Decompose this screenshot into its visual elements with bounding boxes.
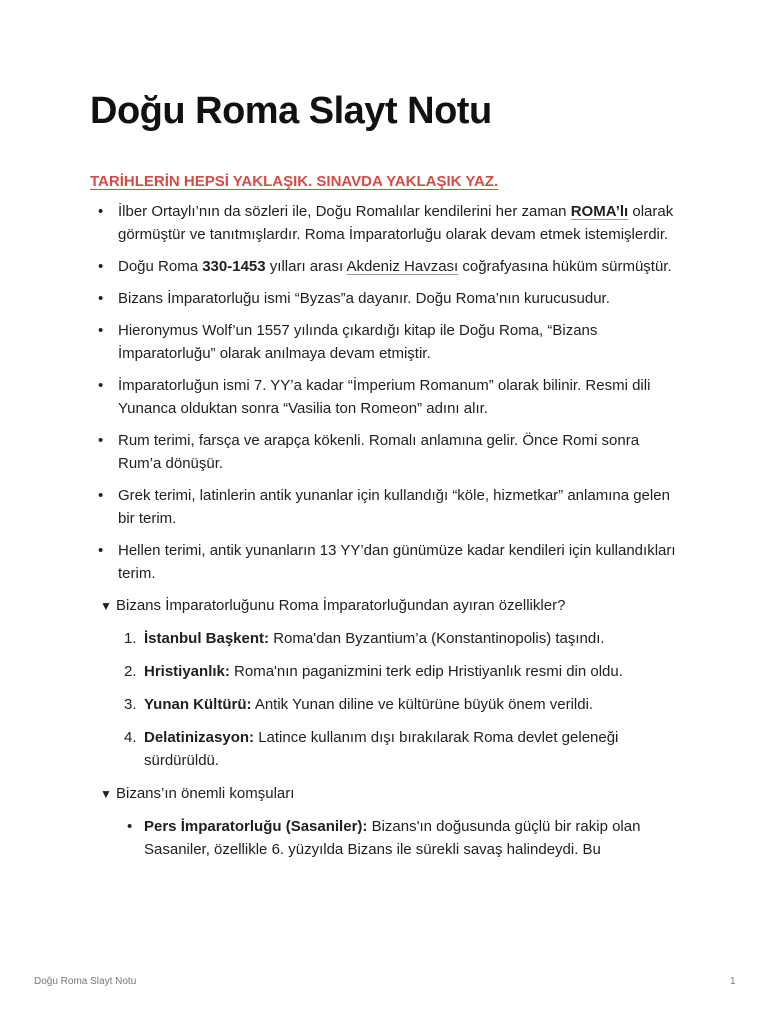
- list-item: • Pers İmparatorluğu (Sasaniler): Bizans'ın doğusunda güçlü bir rakip olan Sasaniler, özellikle 6. yüzyılda Bizans ile sürekli savaş halindeydi. Bu: [90, 815, 680, 861]
- list-item: 4. Delatinizasyon: Latince kullanım dışı bırakılarak Roma devlet geleneği sürdürüldü.: [124, 729, 619, 769]
- list-item: 1. İstanbul Başkent: Roma'dan Byzantium’a (Konstantinopolis) taşındı.: [124, 630, 605, 647]
- list-item: • Bizans İmparatorluğu ismi “Byzas”a dayanır. Doğu Roma’nın kurucusudur.: [90, 287, 680, 310]
- list-item: 3. Yunan Kültürü: Antik Yunan diline ve kültürüne büyük önem verildi.: [124, 696, 594, 713]
- link-akdeniz-havzasi[interactable]: Akdeniz Havzası: [346, 258, 459, 275]
- bullet-list: [90, 200, 680, 585]
- list-item: • Grek terimi, latinlerin antik yunanlar için kullandığı “köle, hizmetkar” anlamına gelen bir terim.: [90, 484, 680, 530]
- list-item: • İmparatorluğun ismi 7. YY’a kadar “İmperium Romanum” olarak bilinir. Resmi dili Yunanca olduktan sonra “Vasilia ton Romeon” adını alır.: [90, 374, 680, 420]
- list-item: 2. Hristiyanlık: Roma'nın paganizmini terk edip Hristiyanlık resmi din oldu.: [124, 663, 623, 680]
- page-title: Doğu Roma Slayt Notu: [90, 90, 492, 132]
- numbered-list: [90, 627, 680, 772]
- list-item: • Hieronymus Wolf’un 1557 yılında çıkardığı kitap ile Doğu Roma, “Bizans İmparatorluğu” olarak anılmaya devam etmiştir.: [90, 319, 680, 365]
- bold-link-text[interactable]: ROMA’lı: [570, 203, 629, 220]
- list-item: • Doğu Roma 330-1453 yılları arası Akdeniz Havzası coğrafyasına hüküm sürmüştür.: [90, 255, 680, 278]
- warning-notice: TARİHLERİN HEPSİ YAKLAŞIK. SINAVDA YAKLAŞIK YAZ.: [90, 173, 499, 190]
- triangle-down-icon[interactable]: ▼: [100, 787, 112, 801]
- sub-bullet-list: [90, 815, 680, 861]
- document-body: [90, 200, 680, 869]
- footer-page-number: 1: [730, 976, 736, 987]
- footer-document-title: Doğu Roma Slayt Notu: [34, 976, 137, 987]
- bold-text: 330-1453: [202, 258, 266, 275]
- toggle-neighbors[interactable]: [100, 782, 680, 806]
- triangle-down-icon[interactable]: ▼: [100, 599, 112, 613]
- toggle-label: Bizans’ın önemli komşuları: [116, 785, 295, 802]
- toggle-label: Bizans İmparatorluğunu Roma İmparatorluğundan ayıran özellikler?: [116, 597, 566, 614]
- list-item: • Rum terimi, farsça ve arapça kökenli. Romalı anlamına gelir. Önce Romi sonra Rum’a dönüşür.: [90, 429, 680, 475]
- toggle-differences[interactable]: [100, 594, 680, 618]
- list-item: • Hellen terimi, antik yunanların 13 YY’dan günümüze kadar kendileri için kullandıkları terim.: [90, 539, 680, 585]
- list-item: • İlber Ortaylı’nın da sözleri ile, Doğu Romalılar kendilerini her zaman ROMA’lı olarak görmüştür ve tanıtmışlardır. Roma İmparatorluğu olarak devam etmek istemişlerdir.: [90, 200, 680, 246]
